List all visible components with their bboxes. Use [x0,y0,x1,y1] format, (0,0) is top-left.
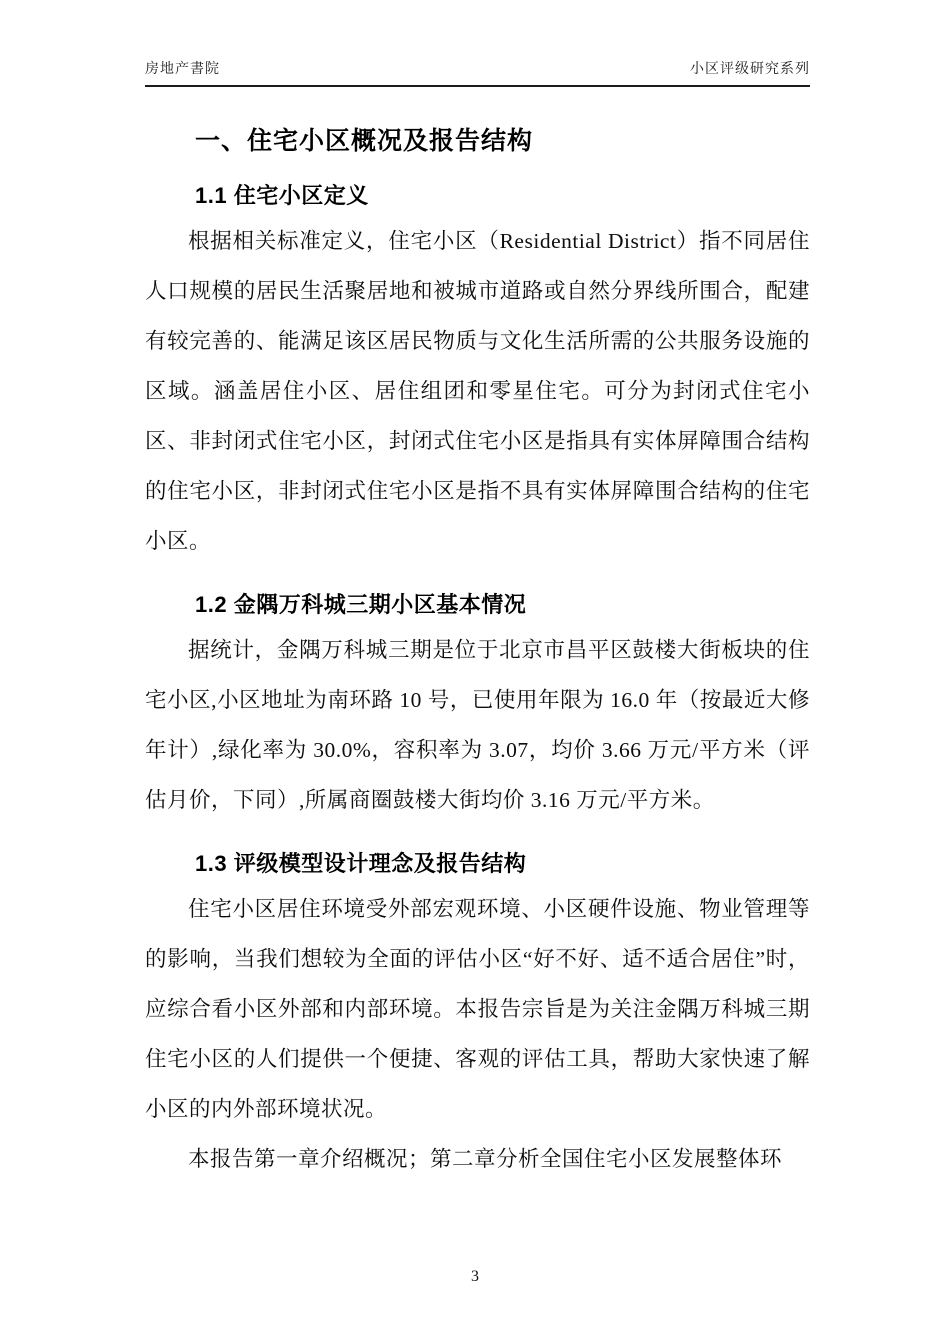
section-1-1 [145,179,810,566]
header-left-text: 房地产書院 [145,62,220,77]
document-title: 一、住宅小区概况及报告结构 [195,127,534,155]
paragraph-basic-info: 据统计，金隅万科城三期是位于北京市昌平区鼓楼大街板块的住宅小区,小区地址为南环路 10 号，已使用年限为 16.0 年（按最近大修年计）,绿化率为 30.0%，容积率为 3.07，均价 3.66 万元/平方米（评估月价，下同）,所属商圈鼓楼大街均价 3.16 万元/平方米。 [145,638,810,812]
document-body [145,121,810,1184]
section-1-3 [145,847,810,1184]
page-footer [0,1268,950,1286]
section-heading-1-3: 1.3 评级模型设计理念及报告结构 [195,851,527,876]
header-right-text: 小区评级研究系列 [690,62,810,77]
paragraph-design-concept: 住宅小区居住环境受外部宏观环境、小区硬件设施、物业管理等的影响，当我们想较为全面的评估小区“好不好、适不适合居住”时，应综合看小区外部和内部环境。本报告宗旨是为关注金隅万科城三期住宅小区的人们提供一个便捷、客观的评估工具，帮助大家快速了解小区的内外部环境状况。 [145,897,810,1121]
page-header [145,58,810,87]
page-number: 3 [471,1268,479,1285]
paragraph-definition: 根据相关标准定义，住宅小区（Residential District）指不同居住人口规模的居民生活聚居地和被城市道路或自然分界线所围合，配建有较完善的、能满足该区居民物质与文化生活所需的公共服务设施的区域。涵盖居住小区、居住组团和零星住宅。可分为封闭式住宅小区、非封闭式住宅小区，封闭式住宅小区是指具有实体屏障围合结构的住宅小区，非封闭式住宅小区是指不具有实体屏障围合结构的住宅小区。 [145,229,810,553]
paragraph-report-structure: 本报告第一章介绍概况；第二章分析全国住宅小区发展整体环 [188,1147,783,1171]
section-heading-1-2: 1.2 金隅万科城三期小区基本情况 [195,592,527,617]
section-1-2 [145,588,810,825]
section-heading-1-1: 1.1 住宅小区定义 [195,183,369,208]
